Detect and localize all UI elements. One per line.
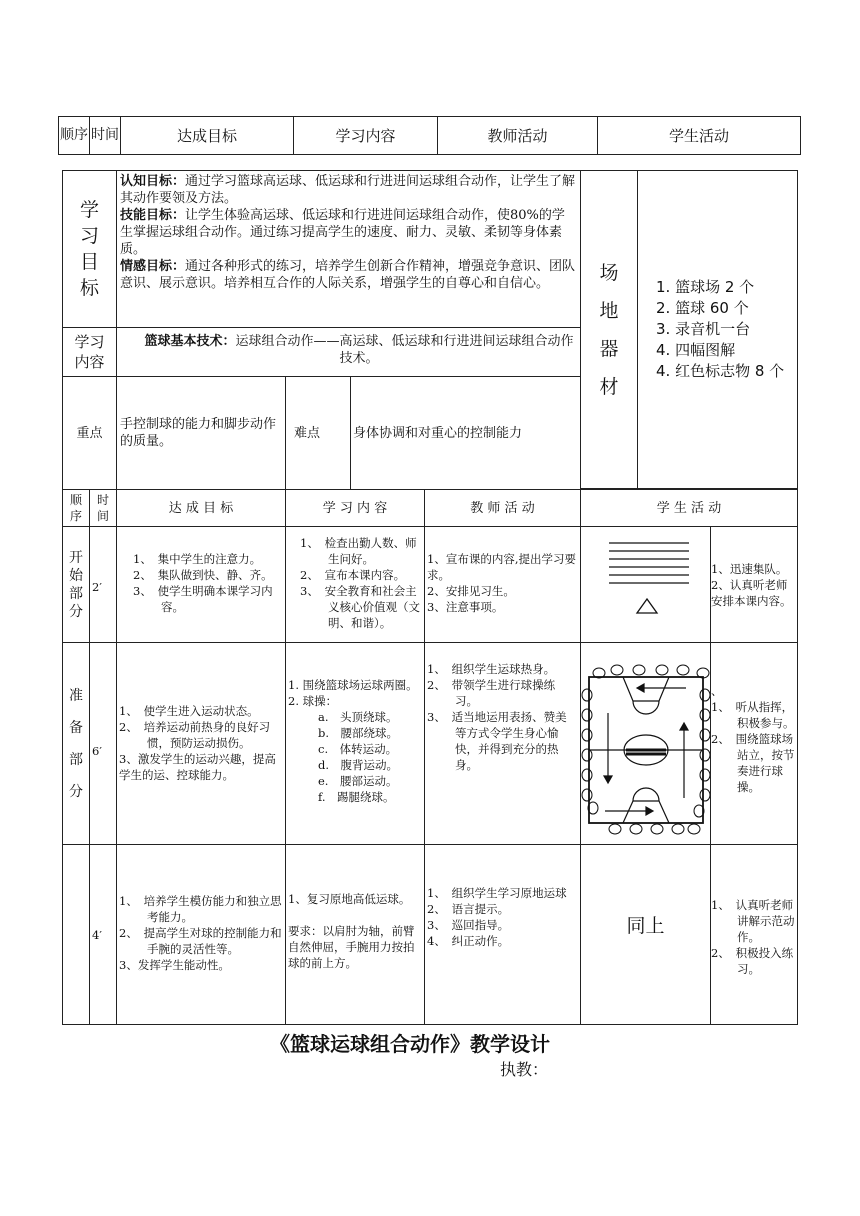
header-student: 学生活动 bbox=[598, 117, 801, 155]
row2-part: 准备部分 bbox=[62, 642, 90, 845]
header-teacher: 教师活动 bbox=[438, 117, 598, 155]
key-label: 重点 bbox=[76, 425, 103, 441]
h2-teacher: 教 师 活 动 bbox=[424, 489, 581, 527]
key-text-cell bbox=[116, 376, 286, 490]
row1-goals: 1、 集中学生的注意力。 2、 集队做到快、静、齐。 3、 使学生明确本课学习内容。 bbox=[116, 526, 286, 643]
formation-diagram bbox=[581, 527, 712, 644]
goals-label-cell bbox=[62, 170, 117, 328]
venue-label: 场地器材 bbox=[599, 261, 619, 398]
row3-content: 1、复习原地高低运球。 要求：以肩肘为轴，前臂自然伸屈，手腕用力按拍球的前上方。 bbox=[285, 844, 425, 1025]
key-text: 手控制球的能力和脚步动作的质量。 bbox=[120, 417, 277, 449]
document-title: 《篮球运球组合动作》教学设计 bbox=[270, 1032, 550, 1056]
author-label: 执教： bbox=[500, 1060, 549, 1079]
hard-label-cell bbox=[285, 376, 351, 490]
row2-time: 6′ bbox=[89, 642, 117, 845]
header-order: 顺序 bbox=[59, 117, 90, 155]
row1-part: 开始部分 bbox=[62, 526, 90, 643]
h2-time: 时间 bbox=[89, 489, 117, 527]
key-label-cell bbox=[62, 376, 117, 490]
venue-list-cell bbox=[637, 170, 798, 489]
hard-label: 难点 bbox=[294, 425, 321, 441]
court-diagram bbox=[581, 643, 712, 846]
venue-item: 4. 四幅图解 bbox=[656, 341, 736, 359]
row1-teacher: 1、宣布课的内容,提出学习要求。 2、安排见习生。 3、注意事项。 bbox=[424, 526, 581, 643]
content-label-cell bbox=[62, 327, 117, 377]
same-as-above: 同上 bbox=[626, 915, 665, 937]
h2-order: 顺序 bbox=[62, 489, 90, 527]
content-bold: 篮球基本技术： bbox=[144, 334, 236, 349]
emotion-text: 通过各种形式的练习，培养学生创新合作精神，增强竞争意识、团队意识、展示意识。培养相互合作的人际关系，增强学生的自尊心和自信心。 bbox=[120, 259, 576, 291]
hard-text: 身体协调和对重心的控制能力 bbox=[353, 425, 523, 441]
h2-student: 学 生 活 动 bbox=[580, 489, 798, 527]
skill-text: 让学生体验高运球、低运球和行进进间运球组合动作，使80%的学生掌握运球组合动作。通过练习提高学生的速度、耐力、灵敏、柔韧等身体素质。 bbox=[120, 208, 565, 257]
row2-content: 1. 围绕篮球场运球两圈。 2. 球操： a. 头顶绕球。 b. 腰部绕球。 c. 体转运动。 d. 腹背运动。 e. 腰部运动。 f. 踢腿绕球。 bbox=[285, 642, 425, 845]
venue-label-cell bbox=[580, 170, 638, 489]
emotion-label: 情感目标： bbox=[120, 259, 186, 274]
cognitive-label: 认知目标： bbox=[120, 174, 186, 189]
row2-goals: 1、 使学生进入运动状态。 2、 培养运动前热身的良好习惯，预防运动损伤。 3、激发学生的运动兴趣，提高学生的运、控球能力。 bbox=[116, 642, 286, 845]
row1-content: 1、 检查出勤人数、师生问好。 2、 宣布本课内容。 3、 安全教育和社会主义核心价值观（文明、和谐）。 bbox=[285, 526, 425, 643]
row1-student: 1、迅速集队。 2、认真听老师安排本课内容。 bbox=[710, 526, 798, 643]
top-header-table bbox=[58, 116, 801, 155]
row3-teacher: 1、 组织学生学习原地运球 2、 语言提示。 3、 巡回指导。 4、 纠正动作。 bbox=[424, 844, 581, 1025]
content-text: 运球组合动作——高运球、低运球和行进进间运球组合动作技术。 bbox=[235, 334, 574, 366]
h2-content: 学 习 内 容 bbox=[285, 489, 425, 527]
header-time: 时间 bbox=[90, 117, 121, 155]
header-goals: 达成目标 bbox=[121, 117, 294, 155]
cognitive-text: 通过学习篮球高运球、低运球和行进进间运球组合动作，让学生了解其动作要领及方法。 bbox=[120, 174, 576, 206]
venue-item: 1. 篮球场 2 个 bbox=[656, 278, 755, 296]
teacher-triangle-icon bbox=[637, 599, 657, 613]
row3-time: 4′ bbox=[89, 844, 117, 1025]
row3-part bbox=[62, 844, 90, 1025]
skill-label: 技能目标： bbox=[120, 208, 186, 223]
row2-student: 、 1、 听从指挥，积极参与。 2、 围绕篮球场站立，按节奏进行球操。 bbox=[710, 642, 798, 845]
content-label: 学习内容 bbox=[74, 333, 105, 371]
row3-student: 1、 认真听老师讲解示范动作。 2、 积极投入练习。 bbox=[710, 844, 798, 1025]
header-content: 学习内容 bbox=[294, 117, 438, 155]
hard-text-cell bbox=[350, 376, 581, 490]
row3-goals: 1、 培养学生模仿能力和独立思考能力。 2、 提高学生对球的控制能力和手腕的灵活性等。 3、发挥学生能动性。 bbox=[116, 844, 286, 1025]
venue-item: 2. 篮球 60 个 bbox=[656, 299, 749, 317]
h2-goals: 达 成 目 标 bbox=[116, 489, 286, 527]
venue-item: 4. 红色标志物 8 个 bbox=[656, 362, 785, 380]
row1-time: 2′ bbox=[89, 526, 117, 643]
row1-diagram bbox=[580, 526, 711, 643]
row3-diagram bbox=[580, 844, 711, 1025]
content-text-cell bbox=[116, 327, 581, 377]
row2-diagram bbox=[580, 642, 711, 845]
goals-text-cell bbox=[116, 170, 581, 328]
goals-label: 学习目标 bbox=[79, 199, 99, 299]
row2-teacher: 1、 组织学生运球热身。 2、 带领学生进行球操练习。 3、 适当地运用表扬、赞美等方式令学生身心愉快，并得到充分的热身。 bbox=[424, 642, 581, 845]
venue-item: 3. 录音机一台 bbox=[656, 320, 751, 338]
